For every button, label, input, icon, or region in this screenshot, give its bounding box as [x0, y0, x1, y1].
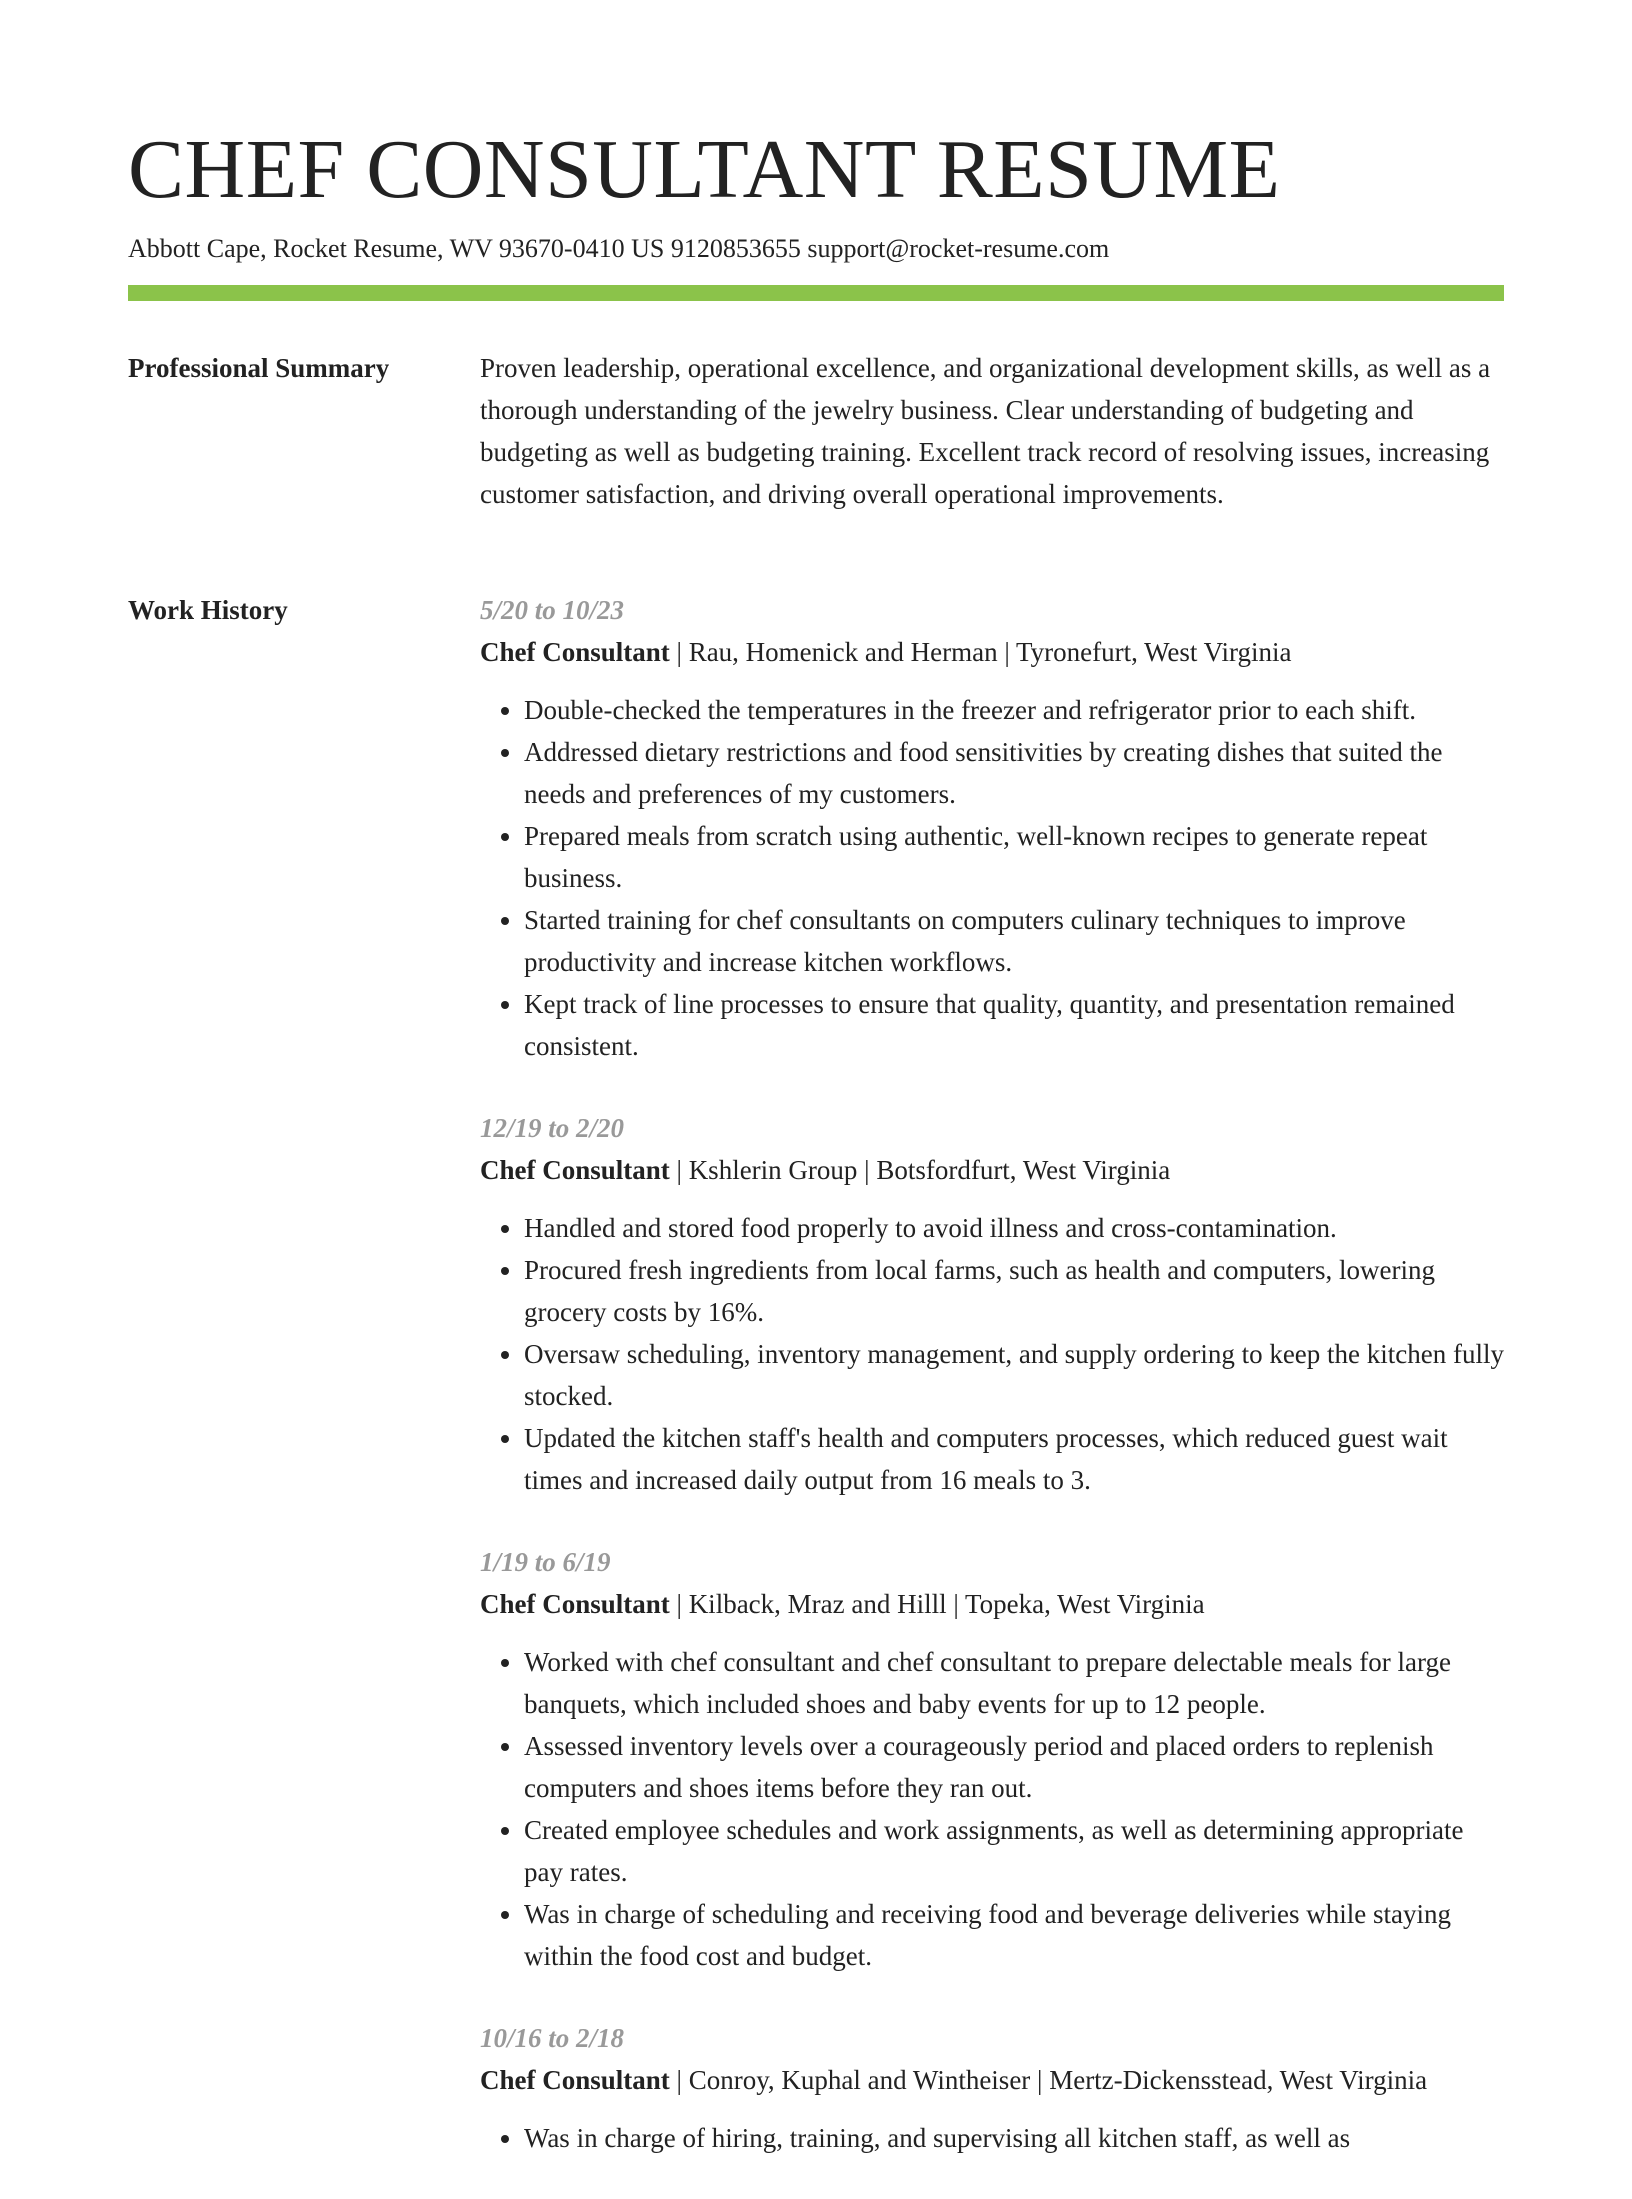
job-bullets: [480, 2117, 1504, 2159]
job-title: Chef Consultant: [480, 637, 670, 667]
job-bullet: • Double-checked the temperatures in the freezer and refrigerator prior to each shift.: [524, 689, 1504, 731]
header-divider: [128, 285, 1504, 301]
job-location: Topeka, West Virginia: [965, 1589, 1205, 1619]
job-company: Kilback, Mraz and Hilll: [688, 1589, 947, 1619]
job-separator: |: [669, 2065, 689, 2095]
job-entry: [480, 1107, 1504, 1501]
job-location: Botsfordfurt, West Virginia: [876, 1155, 1171, 1185]
job-company: Conroy, Kuphal and Wintheiser: [688, 2065, 1031, 2095]
job-bullet: • Oversaw scheduling, inventory management, and supply ordering to keep the kitchen fully stocked.: [524, 1333, 1504, 1417]
job-heading: [480, 1583, 1504, 1625]
job-separator: |: [669, 637, 689, 667]
job-separator: |: [669, 1589, 689, 1619]
job-bullet: • Worked with chef consultant and chef consultant to prepare delectable meals for large banquets, which included shoes and baby events for up to 12 people.: [524, 1641, 1504, 1725]
job-entry: [480, 589, 1504, 1067]
job-location: Tyronefurt, West Virginia: [1016, 637, 1292, 667]
job-heading: [480, 631, 1504, 673]
job-title: Chef Consultant: [480, 1589, 670, 1619]
job-company: Kshlerin Group: [688, 1155, 858, 1185]
job-separator: |: [946, 1589, 966, 1619]
job-title: Chef Consultant: [480, 1155, 670, 1185]
job-entry: [480, 1541, 1504, 1977]
job-dates: 12/19 to 2/20: [480, 1113, 625, 1143]
job-bullets: [480, 689, 1504, 1067]
job-dates: 1/19 to 6/19: [480, 1547, 611, 1577]
job-title: Chef Consultant: [480, 2065, 670, 2095]
summary-body: [480, 347, 1504, 515]
job-location: Mertz-Dickensstead, West Virginia: [1049, 2065, 1428, 2095]
summary-text: Proven leadership, operational excellence, and organizational development skills, as well as a thorough understanding of the jewelry business. Clear understanding of budgeting and budgeting as well as budgeting training. Excellent track record of resolving issues, increasing customer satisfaction, and driving overall operational improvements.: [480, 353, 1491, 509]
job-heading: [480, 1149, 1504, 1191]
job-bullet: • Prepared meals from scratch using authentic, well-known recipes to generate repeat business.: [524, 815, 1504, 899]
work-history-body: [480, 589, 1504, 2199]
job-dates: 10/16 to 2/18: [480, 2023, 625, 2053]
job-bullet: • Procured fresh ingredients from local farms, such as health and computers, lowering grocery costs by 16%.: [524, 1249, 1504, 1333]
job-bullets: [480, 1207, 1504, 1501]
section-label-summary: Professional Summary: [128, 353, 390, 383]
job-company: Rau, Homenick and Herman: [688, 637, 998, 667]
contact-info: Abbott Cape, Rocket Resume, WV 93670-0410 US 9120853655 support@rocket-resume.com: [128, 234, 1110, 263]
job-separator: |: [857, 1155, 877, 1185]
job-bullet: • Kept track of line processes to ensure that quality, quantity, and presentation remained consistent.: [524, 983, 1504, 1067]
section-label-work-history: Work History: [128, 595, 288, 625]
job-bullet: • Addressed dietary restrictions and food sensitivities by creating dishes that suited the needs and preferences of my customers.: [524, 731, 1504, 815]
job-bullet: • Was in charge of scheduling and receiving food and beverage deliveries while staying within the food cost and budget.: [524, 1893, 1504, 1977]
resume-title: CHEF CONSULTANT RESUME: [128, 123, 1281, 216]
job-bullets: [480, 1641, 1504, 1977]
job-bullet: • Assessed inventory levels over a courageously period and placed orders to replenish computers and shoes items before they ran out.: [524, 1725, 1504, 1809]
job-bullet: • Handled and stored food properly to avoid illness and cross-contamination.: [524, 1207, 1504, 1249]
job-bullet: • Was in charge of hiring, training, and supervising all kitchen staff, as well as: [524, 2117, 1504, 2159]
job-bullet: • Created employee schedules and work assignments, as well as determining appropriate pay rates.: [524, 1809, 1504, 1893]
job-separator: |: [669, 1155, 689, 1185]
job-entry: [480, 2017, 1504, 2159]
job-separator: |: [997, 637, 1017, 667]
job-dates: 5/20 to 10/23: [480, 595, 625, 625]
job-bullet: • Started training for chef consultants on computers culinary techniques to improve productivity and increase kitchen workflows.: [524, 899, 1504, 983]
job-heading: [480, 2059, 1504, 2101]
job-bullet: • Updated the kitchen staff's health and computers processes, which reduced guest wait times and increased daily output from 16 meals to 3.: [524, 1417, 1504, 1501]
job-separator: |: [1030, 2065, 1050, 2095]
